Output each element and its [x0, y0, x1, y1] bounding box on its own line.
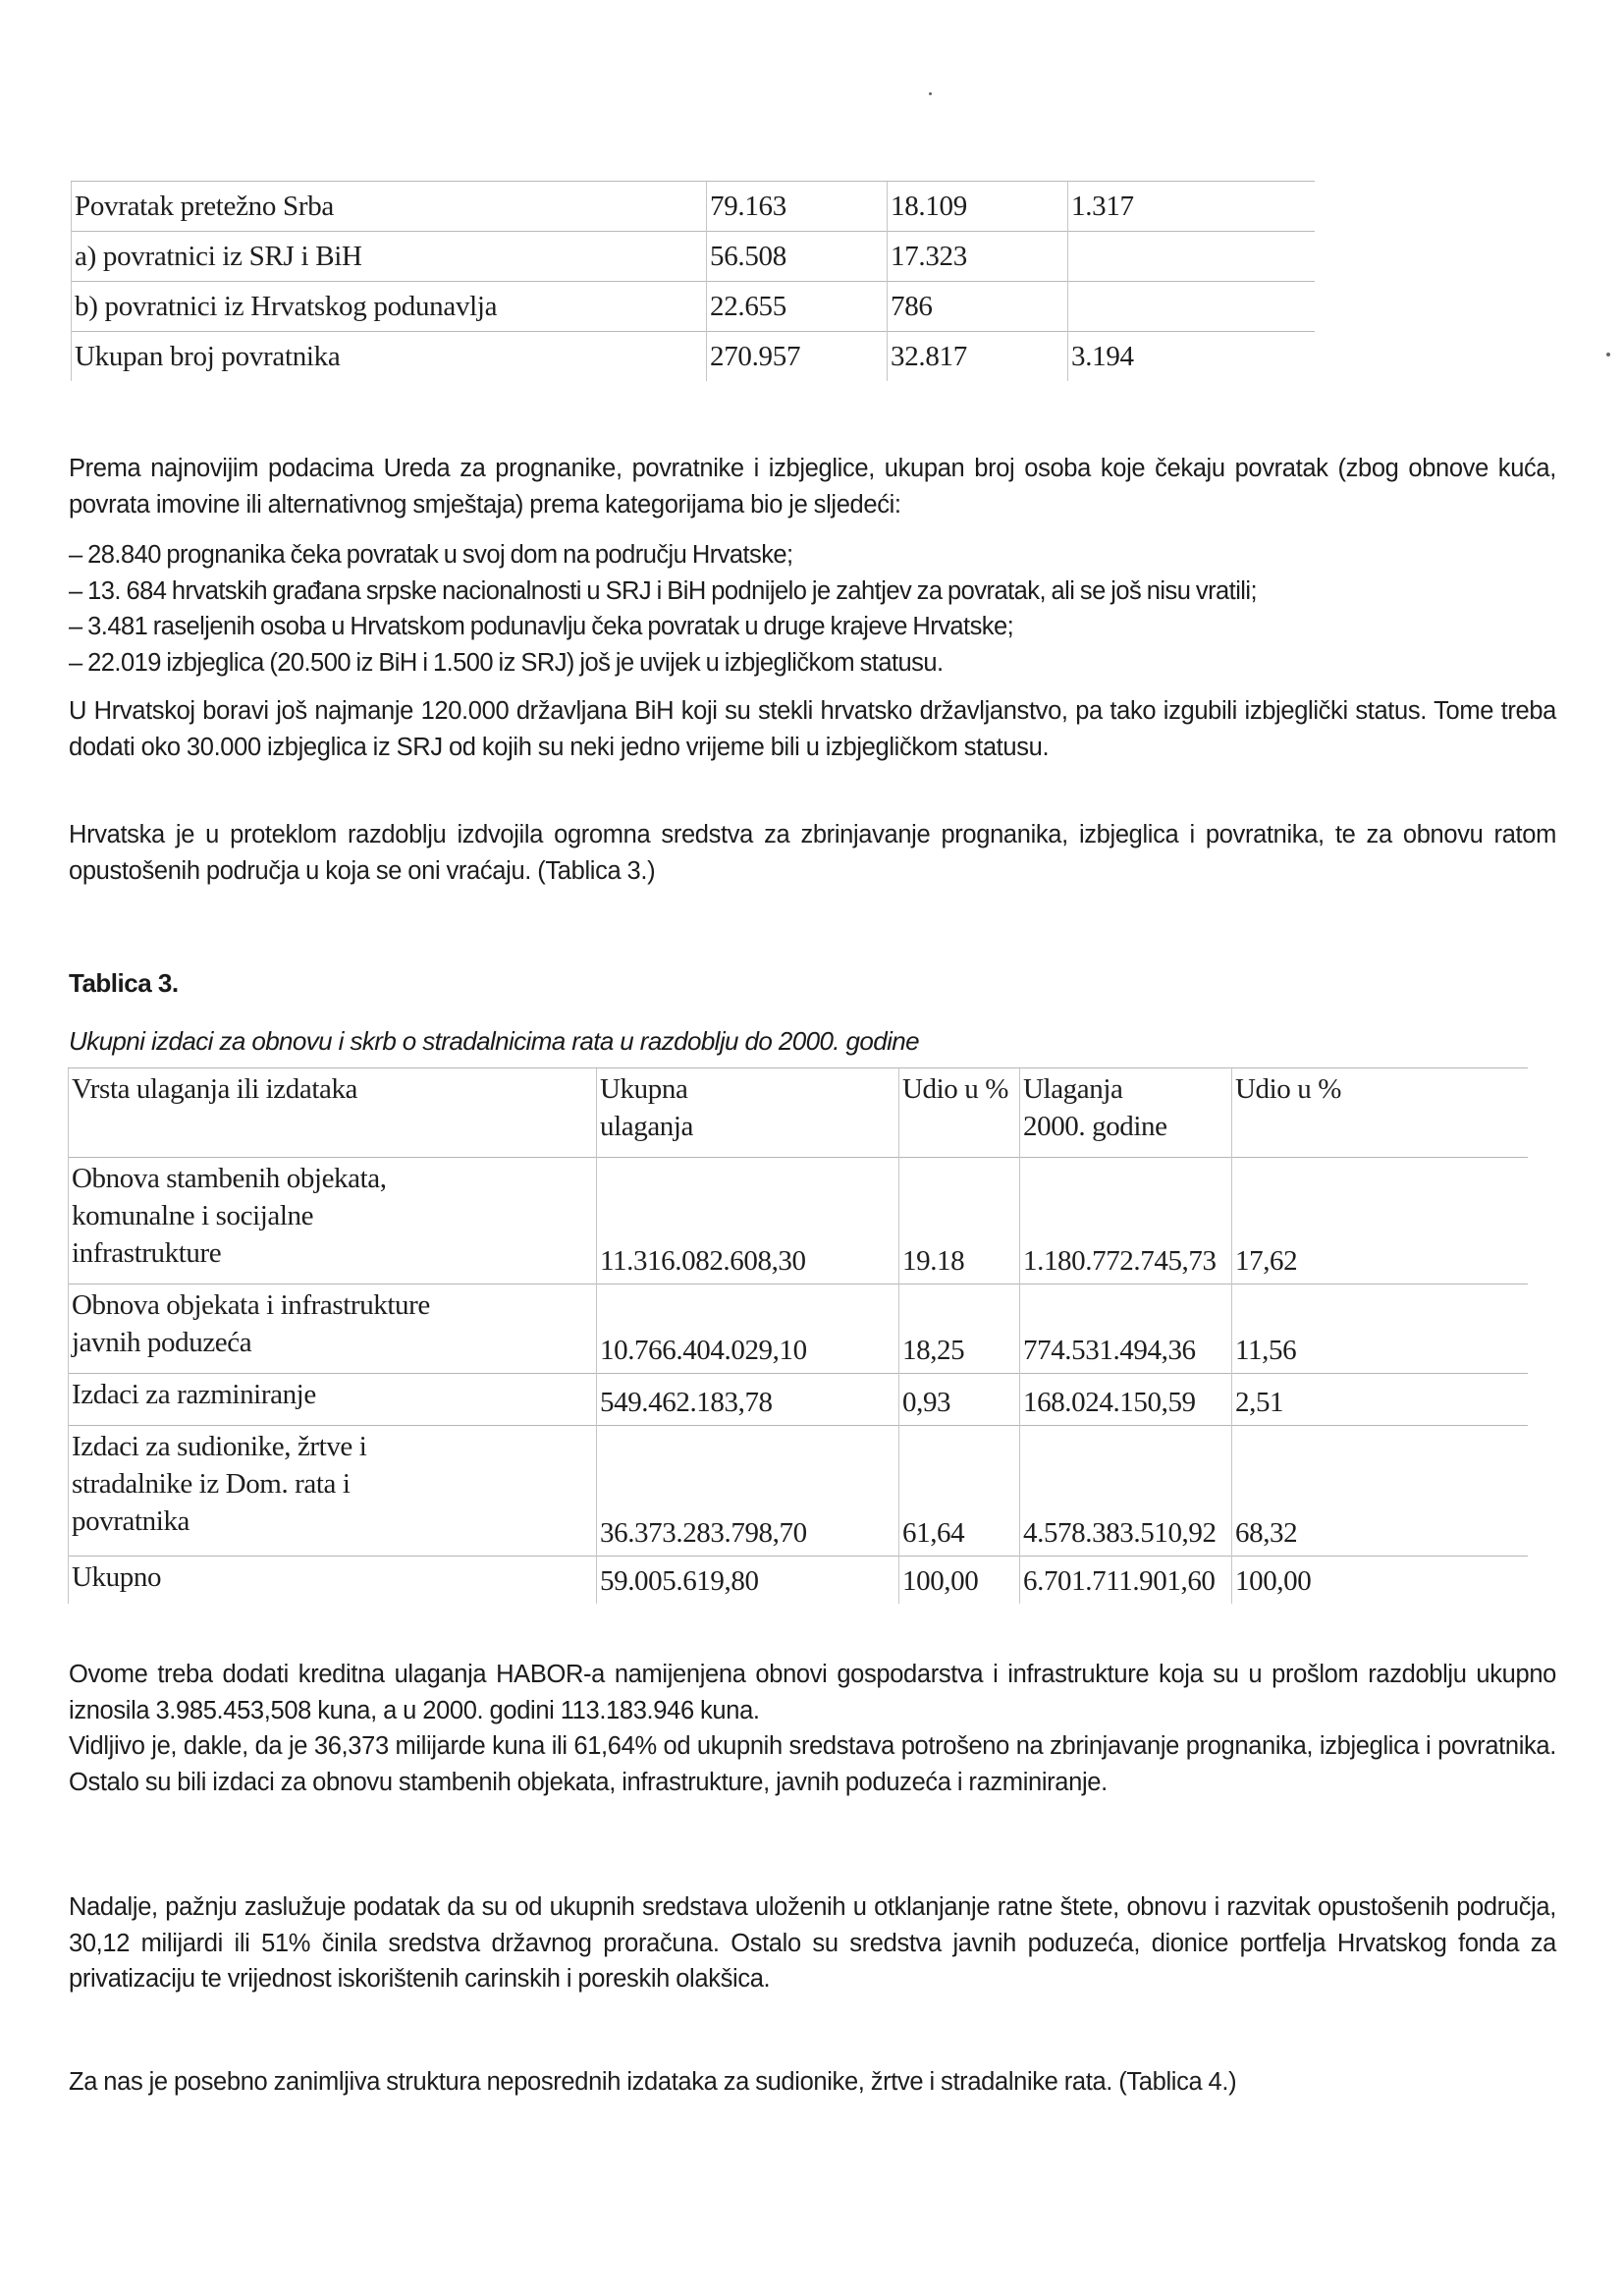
table-row: [72, 182, 1316, 232]
cell-share-2000: 100,00: [1232, 1557, 1529, 1605]
table-row: [69, 1426, 1529, 1557]
expenses-table: [68, 1067, 1528, 1604]
table-row: [69, 1374, 1529, 1426]
row-label: Izdaci za sudionike, žrtve i stradalnike iz Dom. rata i povratnika: [69, 1426, 597, 1557]
table-row: [69, 1158, 1529, 1285]
table-row: [69, 1285, 1529, 1374]
cell-value: 79.163: [707, 182, 888, 232]
column-header: Udio u %: [899, 1068, 1020, 1158]
column-header: Ulaganja 2000. godine: [1020, 1068, 1232, 1158]
row-label: Obnova objekata i infrastrukture javnih poduzeća: [69, 1285, 597, 1374]
cell-value: 56.508: [707, 232, 888, 282]
cell-total: 36.373.283.798,70: [597, 1426, 899, 1557]
cell-total: 59.005.619,80: [597, 1557, 899, 1605]
scan-speck: [929, 92, 932, 95]
row-label: Obnova stambenih objekata, komunalne i socijalne infrastrukture: [69, 1158, 597, 1285]
paragraph-text: Za nas je posebno zanimljiva struktura neposrednih izdataka za sudionike, žrtve i stradalnike rata. (Tablica 4.): [69, 2068, 1237, 2096]
table-label: Tablica 3.: [69, 968, 179, 998]
cell-value: 18.109: [888, 182, 1068, 232]
cell-share-total: 0,93: [899, 1374, 1020, 1426]
table-row-total: [69, 1557, 1529, 1605]
cell-value: 32.817: [888, 332, 1068, 382]
paragraph-intro: [69, 451, 1556, 522]
table-row: [72, 232, 1316, 282]
paragraph-text: Vidljivo je, dakle, da je 36,373 milijarde kuna ili 61,64% od ukupnih sredstava potrošeno na zbrinjavanje prognanika, izbjeglica i povratnika. Ostalo su bili izdaci za obnovu stambenih objekata, infrastrukture, javnih poduzeća i razminiranje.: [69, 1732, 1556, 1797]
row-label: b) povratnici iz Hrvatskog podunavlja: [72, 282, 707, 332]
cell-share-total: 100,00: [899, 1557, 1020, 1605]
table-row: [72, 282, 1316, 332]
table-header-row: [69, 1068, 1529, 1158]
column-header: Ukupna ulaganja: [597, 1068, 899, 1158]
cell-value: 270.957: [707, 332, 888, 382]
cell-invest-2000: 4.578.383.510,92: [1020, 1426, 1232, 1557]
row-label: Povratak pretežno Srba: [72, 182, 707, 232]
cell-total: 10.766.404.029,10: [597, 1285, 899, 1374]
paragraph-funds: [69, 817, 1556, 889]
cell-total: 549.462.183,78: [597, 1374, 899, 1426]
cell-value: 3.194: [1068, 332, 1316, 382]
cell-value: 17.323: [888, 232, 1068, 282]
cell-value: 22.655: [707, 282, 888, 332]
table-row: [72, 332, 1316, 382]
cell-share-2000: 11,56: [1232, 1285, 1529, 1374]
table-caption: Ukupni izdaci za obnovu i skrb o stradalnicima rata u razdoblju do 2000. godine: [69, 1026, 920, 1056]
cell-share-total: 18,25: [899, 1285, 1020, 1374]
list-item: – 3.481 raseljenih osoba u Hrvatskom podunavlju čeka povratak u druge krajeve Hrvatske;: [69, 613, 1014, 641]
paragraph-table4-ref: [69, 2064, 1556, 2101]
paragraph-text: Nadalje, pažnju zaslužuje podatak da su od ukupnih sredstava uloženih u otklanjanje ratne štete, obnovu i razvitak opustošenih područja, 30,12 milijardi ili 51% činila sredstva državnog proračuna. Ostalo su sredstva javnih poduzeća, dionice portfelja Hrvatskog fonda za privatizaciju te vrijednost iskorištenih carinskih i poreskih olakšica.: [69, 1893, 1556, 1994]
cell-invest-2000: 6.701.711.901,60: [1020, 1557, 1232, 1605]
column-header: Vrsta ulaganja ili izdataka: [69, 1068, 597, 1158]
paragraph-text: Ovome treba dodati kreditna ulaganja HABOR-a namijenjena obnovi gospodarstva i infrastrukture koja su u prošlom razdoblju ukupno iznosila 3.985.453,508 kuna, a u 2000. godini 113.183.946 kuna.: [69, 1661, 1556, 1724]
cell-invest-2000: 168.024.150,59: [1020, 1374, 1232, 1426]
cell-invest-2000: 774.531.494,36: [1020, 1285, 1232, 1374]
scan-speck: [1606, 353, 1610, 356]
list-item: – 22.019 izbjeglica (20.500 iz BiH i 1.500 iz SRJ) još je uvijek u izbjegličkom statusu.: [69, 649, 944, 678]
cell-value: 1.317: [1068, 182, 1316, 232]
paragraph-text: U Hrvatskoj boravi još najmanje 120.000 državljana BiH koji su stekli hrvatsko državljanstvo, pa tako izgubili izbjeglički status. Tome treba dodati oko 30.000 izbjeglica iz SRJ od kojih su neki jedno vrijeme bili u izbjegličkom statusu.: [69, 697, 1556, 761]
row-label: Ukupan broj povratnika: [72, 332, 707, 382]
waiting-categories-list: [69, 537, 1571, 682]
row-label: Ukupno: [69, 1557, 597, 1605]
cell-share-total: 61,64: [899, 1426, 1020, 1557]
column-header: Udio u %: [1232, 1068, 1529, 1158]
row-label: Izdaci za razminiranje: [69, 1374, 597, 1426]
returnees-table: [71, 181, 1315, 381]
cell-total: 11.316.082.608,30: [597, 1158, 899, 1285]
paragraph-text: Hrvatska je u proteklom razdoblju izdvojila ogromna sredstva za zbrinjavanje prognanika, izbjeglica i povratnika, te za obnovu ratom opustošenih područja u koja se oni vraćaju. (Tablica 3.): [69, 821, 1556, 885]
cell-share-2000: 17,62: [1232, 1158, 1529, 1285]
list-item: – 28.840 prognanika čeka povratak u svoj dom na području Hrvatske;: [69, 541, 793, 569]
paragraph-citizenship: [69, 693, 1556, 765]
cell-value: 786: [888, 282, 1068, 332]
cell-share-total: 19.18: [899, 1158, 1020, 1285]
row-label: a) povratnici iz SRJ i BiH: [72, 232, 707, 282]
cell-share-2000: 2,51: [1232, 1374, 1529, 1426]
cell-invest-2000: 1.180.772.745,73: [1020, 1158, 1232, 1285]
paragraph-habor: [69, 1657, 1556, 1801]
cell-value: [1068, 232, 1316, 282]
paragraph-budget: [69, 1889, 1556, 1997]
paragraph-text: Prema najnovijim podacima Ureda za prognanike, povratnike i izbjeglice, ukupan broj osoba koje čekaju povratak (zbog obnove kuća, povrata imovine ili alternativnog smještaja) prema kategorijama bio je sljedeći:: [69, 455, 1556, 519]
list-item: – 13. 684 hrvatskih građana srpske nacionalnosti u SRJ i BiH podnijelo je zahtjev za povratak, ali se još nisu vratili;: [69, 576, 1258, 605]
cell-value: [1068, 282, 1316, 332]
cell-share-2000: 68,32: [1232, 1426, 1529, 1557]
